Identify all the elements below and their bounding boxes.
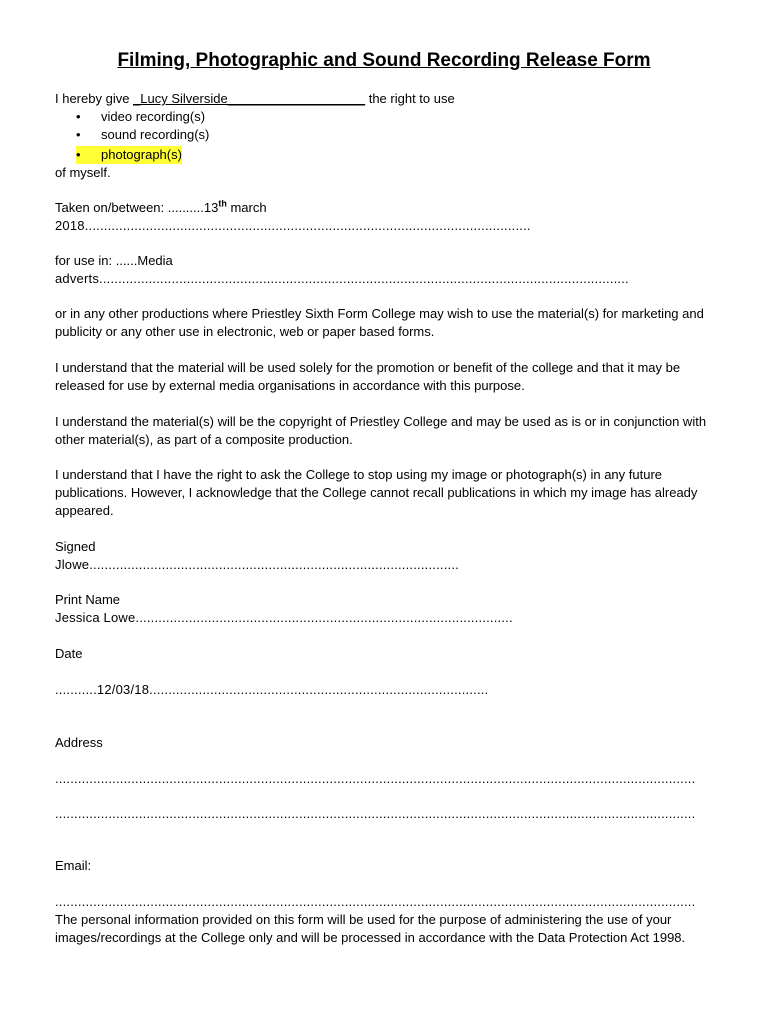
give-name: _Lucy Silverside___________________ [133, 91, 366, 106]
paragraph-promotion: I understand that the material will be used solely for the promotion or benefit of the college and that it may be released for use by external media organisations in accordance with this purpose. [55, 360, 681, 393]
taken-line [55, 199, 267, 217]
taken-tail: march [226, 200, 267, 215]
use-line-1: for use in: ......Media [55, 253, 173, 268]
media-type-sound: sound recording(s) [101, 127, 210, 142]
of-myself: of myself. [55, 165, 111, 180]
paragraph-copyright: I understand the material(s) will be the copyright of Priestley College and may be used as is or in conjunction with other material(s), as part of a composite production. [55, 414, 707, 447]
give-line [55, 90, 455, 108]
date-value: ...........12/03/18......................................................................................... [55, 682, 489, 697]
address-line-1: ........................................................................................................................................................................ [55, 771, 696, 786]
give-prefix: I hereby give [55, 91, 130, 106]
bullet-dot: • [76, 146, 106, 164]
email-line: ........................................................................................................................................................................ [55, 894, 696, 909]
bullet-dot: • [76, 109, 81, 124]
use-line-2: adverts........................................................................................................................................... [55, 271, 629, 286]
media-type-video: video recording(s) [101, 109, 206, 124]
signed-value: Jlowe................................................................................................. [55, 557, 459, 572]
form-title: Filming, Photographic and Sound Recording Release Form [117, 50, 651, 71]
privacy-notice: The personal information provided on this form will be used for the purpose of administering the use of your images/recordings at the College only and will be processed in accordance with the Data Protection Act 1998. [55, 912, 686, 945]
paragraph-productions: or in any other productions where Priestley Sixth Form College may wish to use the material(s) for marketing and publicity or any other use in electronic, web or paper based forms. [55, 306, 704, 339]
print-name-value: Jessica Lowe................................................................................................... [55, 610, 513, 625]
give-suffix: the right to use [368, 91, 455, 106]
signed-label: Signed [55, 539, 96, 554]
taken-sup: th [218, 198, 227, 209]
date-label: Date [55, 646, 83, 661]
address-line-2: ........................................................................................................................................................................ [55, 806, 696, 821]
paragraph-rights: I understand that I have the right to ask the College to stop using my image or photograph(s) in any future publications. However, I acknowledge that the College cannot recall publications in which my image has already appeared. [55, 467, 698, 518]
taken-line-2: 2018..................................................................................................................... [55, 218, 531, 233]
print-name-label: Print Name [55, 592, 121, 607]
email-label: Email: [55, 858, 92, 873]
taken-label: Taken on/between: ..........13 [55, 200, 219, 215]
address-label: Address [55, 735, 103, 750]
media-type-photo: photograph(s) [101, 147, 182, 162]
bullet-dot: • [76, 127, 81, 142]
